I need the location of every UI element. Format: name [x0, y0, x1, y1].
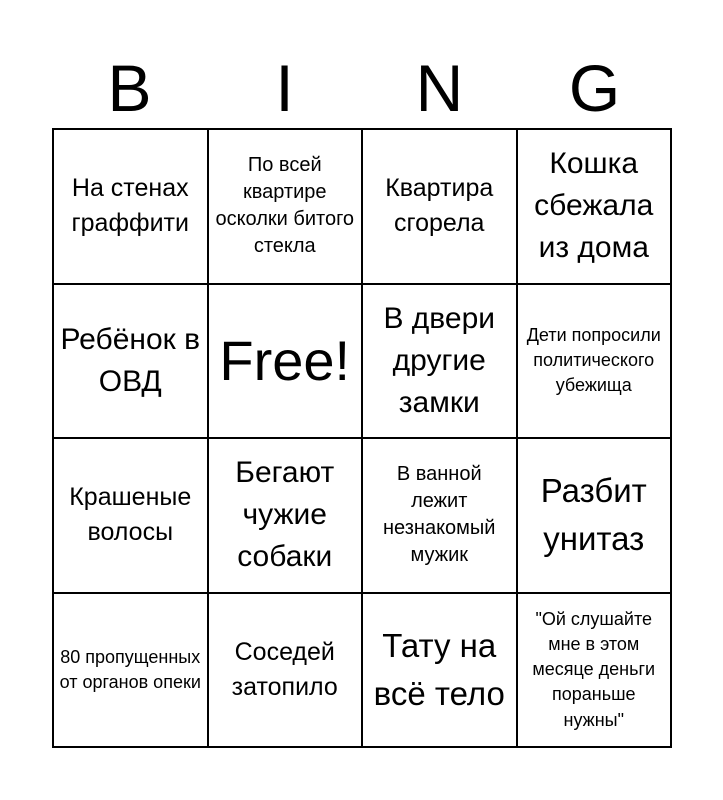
bingo-header [52, 48, 672, 128]
bingo-cell[interactable]: На стенах граффити [53, 129, 208, 284]
bingo-cell[interactable]: "Ой слушайте мне в этом месяце деньги пораньше нужны" [517, 593, 672, 748]
bingo-cell[interactable]: Дети попросили политического убежища [517, 284, 672, 439]
header-letter-i: I [275, 51, 294, 125]
bingo-cell[interactable]: Тату на всё тело [362, 593, 517, 748]
bingo-cell[interactable]: В двери другие замки [362, 284, 517, 439]
free-space-cell[interactable]: Free! [208, 284, 363, 439]
bingo-cell[interactable]: 80 пропущенных от органов опеки [53, 593, 208, 748]
header-letter-b: B [107, 51, 152, 125]
bingo-cell[interactable]: Разбит унитаз [517, 438, 672, 593]
bingo-cell[interactable]: Бегают чужие собаки [208, 438, 363, 593]
bingo-cell[interactable]: Крашеные волосы [53, 438, 208, 593]
header-letter-g: G [568, 51, 621, 125]
bingo-cell[interactable]: Ребёнок в ОВД [53, 284, 208, 439]
bingo-cell[interactable]: По всей квартире осколки битого стекла [208, 129, 363, 284]
bingo-cell[interactable]: Кошка сбежала из дома [517, 129, 672, 284]
bingo-card-grid [52, 128, 672, 748]
bingo-cell[interactable]: Квартира сгорела [362, 129, 517, 284]
header-letter-n: N [415, 51, 464, 125]
bingo-cell[interactable]: Соседей затопило [208, 593, 363, 748]
bingo-cell[interactable]: В ванной лежит незнакомый мужик [362, 438, 517, 593]
